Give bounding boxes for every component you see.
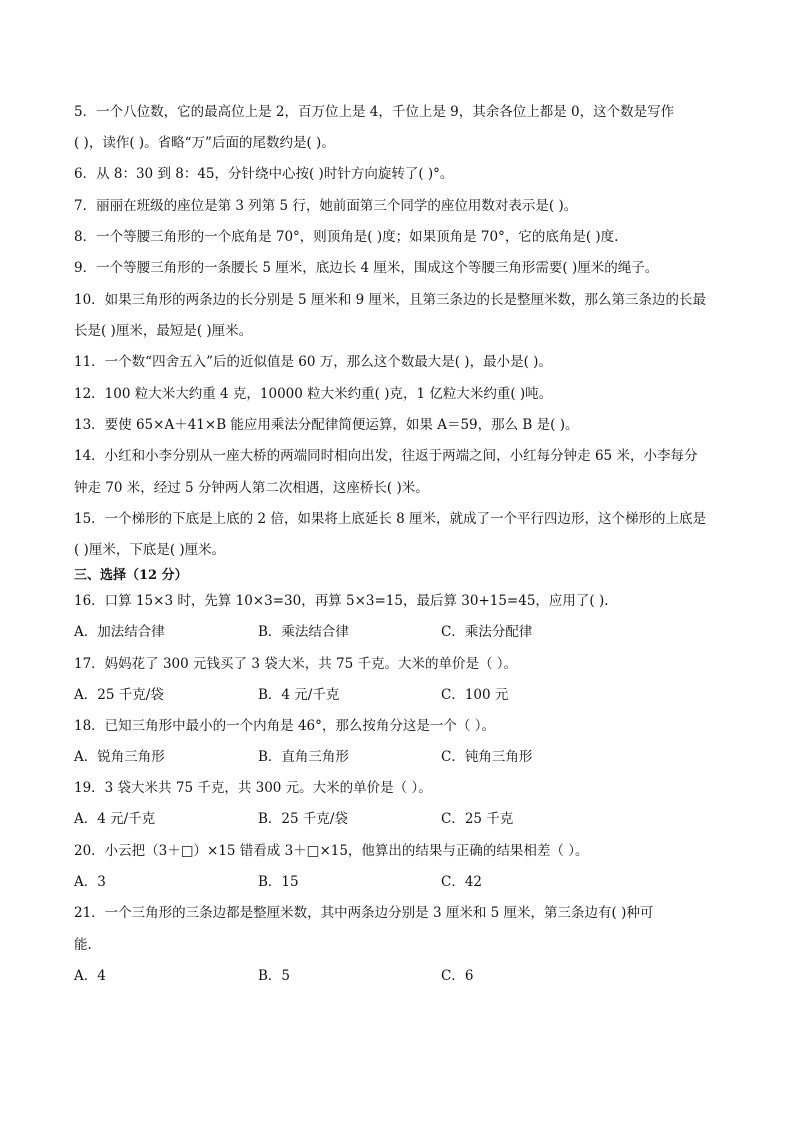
question-19-option-a: A．4 元/千克	[74, 811, 156, 827]
question-14-line-2: 钟走 70 米，经过 5 分钟两人第二次相遇，这座桥长( )米。	[74, 480, 429, 496]
question-9: 9．一个等腰三角形的一条腰长 5 厘米，底边长 4 厘米，围成这个等腰三角形需要( )厘米的绳子。	[74, 260, 659, 276]
question-18-option-a: A．锐角三角形	[74, 749, 165, 765]
question-10-line-2: 长是( )厘米，最短是( )厘米。	[74, 323, 253, 339]
question-8: 8．一个等腰三角形的一个底角是 70°，则顶角是( )度；如果顶角是 70°，它的底角是( )度.	[74, 229, 619, 245]
question-17-option-c: C．100 元	[441, 687, 509, 703]
question-17-option-b: B．4 元/千克	[258, 687, 340, 703]
question-19-option-b: B．25 千克/袋	[258, 811, 348, 827]
question-20-option-a: A．3	[74, 874, 106, 890]
question-17-option-a: A．25 千克/袋	[74, 687, 164, 703]
question-6: 6．从 8：30 到 8：45，分针绕中心按( )时针方向旋转了( )°。	[74, 166, 454, 182]
question-21-line-2: 能.	[74, 937, 92, 953]
section-heading: 三、选择（12 分）	[74, 568, 188, 583]
question-20-option-c: C．42	[441, 874, 483, 890]
question-18-option-b: B．直角三角形	[258, 749, 349, 765]
question-21-option-b: B．5	[258, 968, 291, 984]
question-16-option-a: A．加法结合律	[74, 624, 165, 640]
question-15-line-2: ( )厘米，下底是( )厘米。	[74, 542, 226, 558]
question-21-option-a: A．4	[74, 968, 106, 984]
question-20: 20．小云把（3＋□）×15 错看成 3＋□×15，他算出的结果与正确的结果相差（ ）。	[74, 843, 589, 859]
question-15-line-1: 15．一个梯形的下底是上底的 2 倍，如果将上底延长 8 厘米，就成了一个平行四边形，这个梯形的上底是	[74, 511, 707, 527]
question-7: 7．丽丽在班级的座位是第 3 列第 5 行，她前面第三个同学的座位用数对表示是( )。	[74, 198, 578, 214]
question-21-option-c: C．6	[441, 968, 474, 984]
question-18-option-c: C．钝角三角形	[441, 749, 533, 765]
question-14-line-1: 14．小红和小李分别从一座大桥的两端同时相向出发，往返于两端之间，小红每分钟走 65 米，小李每分	[74, 448, 698, 464]
question-16: 16．口算 15×3 时，先算 10×3=30，再算 5×3=15，最后算 30+15=45，应用了( ).	[74, 593, 609, 609]
question-16-option-c: C．乘法分配律	[441, 624, 533, 640]
question-18: 18．已知三角形中最小的一个内角是 46°，那么按角分这是一个（ ）。	[74, 718, 495, 734]
question-20-option-b: B．15	[258, 874, 299, 890]
question-13: 13．要使 65×A＋41×B 能应用乘法分配律简便运算，如果 A＝59，那么 B 是( )。	[74, 417, 579, 433]
question-5-line-2: ( )，读作( )。省略“万”后面的尾数约是( )。	[74, 135, 335, 151]
question-11: 11．一个数“四舍五入”后的近似值是 60 万，那么这个数最大是( )，最小是( )。	[74, 354, 552, 370]
question-19: 19．3 袋大米共 75 千克，共 300 元。大米的单价是（ ）。	[74, 780, 432, 796]
question-12: 12．100 粒大米大约重 4 克，10000 粒大米约重( )克，1 亿粒大米约重( )吨。	[74, 386, 553, 402]
question-10-line-1: 10．如果三角形的两条边的长分别是 5 厘米和 9 厘米，且第三条边的长是整厘米数，那么第三条边的长最	[74, 292, 707, 308]
question-19-option-c: C．25 千克	[441, 811, 514, 827]
question-5-line-1: 5．一个八位数，它的最高位上是 2，百万位上是 4，千位上是 9，其余各位上都是 0，这个数是写作	[74, 104, 675, 120]
question-21-line-1: 21．一个三角形的三条边都是整厘米数，其中两条边分别是 3 厘米和 5 厘米，第三条边有( )种可	[74, 905, 654, 921]
question-16-option-b: B．乘法结合律	[258, 624, 349, 640]
question-17: 17．妈妈花了 300 元钱买了 3 袋大米，共 75 千克。大米的单价是（ ）。	[74, 656, 518, 672]
